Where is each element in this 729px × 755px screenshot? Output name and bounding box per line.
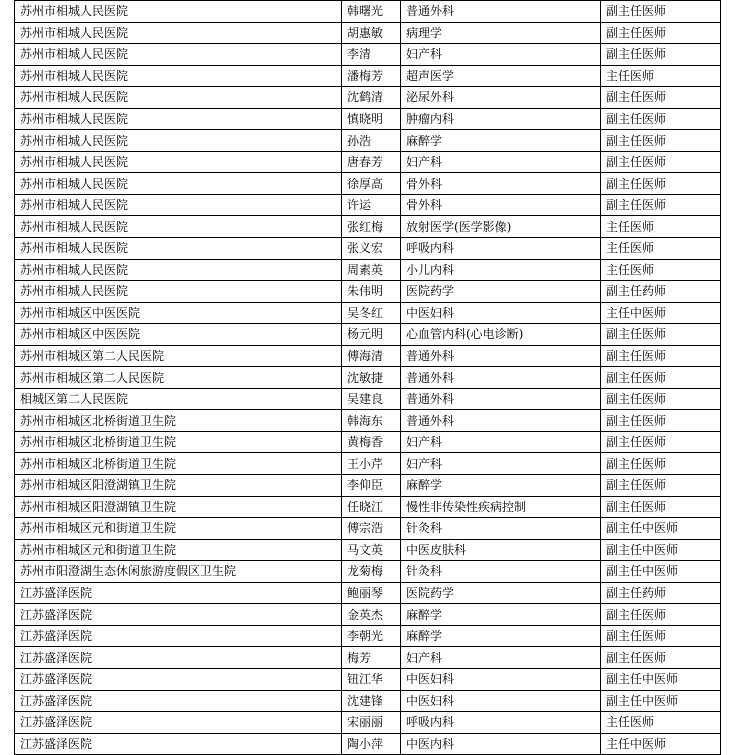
title-cell: 副主任中医师 [601,539,721,561]
title-cell: 副主任医师 [601,475,721,497]
title-cell: 副主任医师 [601,22,721,44]
hospital-cell: 苏州市相城人民医院 [15,173,342,195]
title-cell: 主任中医师 [601,302,721,324]
table-row [15,173,721,195]
department-cell: 中医妇科 [401,302,601,324]
title-cell: 主任医师 [601,238,721,260]
table-row [15,87,721,109]
title-cell: 副主任医师 [601,453,721,475]
hospital-cell: 苏州市相城人民医院 [15,259,342,281]
hospital-cell: 江苏盛泽医院 [15,647,342,669]
table-row [15,625,721,647]
title-cell: 主任医师 [601,259,721,281]
department-cell: 慢性非传染性疾病控制 [401,496,601,518]
name-cell: 吴冬红 [342,302,401,324]
name-cell: 朱伟明 [342,281,401,303]
name-cell: 陶小萍 [342,733,401,755]
name-cell: 黄梅香 [342,431,401,453]
department-cell: 普通外科 [401,410,601,432]
department-cell: 小儿内科 [401,259,601,281]
department-cell: 泌尿外科 [401,87,601,109]
title-cell: 副主任医师 [601,194,721,216]
department-cell: 医院药学 [401,281,601,303]
table-row [15,281,721,303]
name-cell: 潘梅芳 [342,65,401,87]
table-row [15,324,721,346]
title-cell: 副主任药师 [601,281,721,303]
title-cell: 副主任医师 [601,108,721,130]
department-cell: 心血管内科(心电诊断) [401,324,601,346]
hospital-cell: 苏州市相城人民医院 [15,87,342,109]
table-row [15,690,721,712]
table-row [15,259,721,281]
table-row [15,475,721,497]
name-cell: 鲍丽琴 [342,582,401,604]
name-cell: 沈敏捷 [342,367,401,389]
name-cell: 傅宗浩 [342,518,401,540]
name-cell: 沈建锋 [342,690,401,712]
name-cell: 马文英 [342,539,401,561]
department-cell: 妇产科 [401,44,601,66]
department-cell: 普通外科 [401,367,601,389]
table-row [15,453,721,475]
department-cell: 妇产科 [401,453,601,475]
table-row [15,733,721,755]
name-cell: 李朝光 [342,625,401,647]
department-cell: 放射医学(医学影像) [401,216,601,238]
table-row [15,431,721,453]
title-cell: 副主任医师 [601,151,721,173]
name-cell: 梅芳 [342,647,401,669]
department-cell: 骨外科 [401,194,601,216]
department-cell: 妇产科 [401,647,601,669]
name-cell: 杨元明 [342,324,401,346]
hospital-cell: 江苏盛泽医院 [15,690,342,712]
table-row [15,604,721,626]
hospital-cell: 苏州市相城区中医医院 [15,324,342,346]
title-cell: 副主任医师 [601,1,721,23]
hospital-cell: 江苏盛泽医院 [15,625,342,647]
hospital-cell: 苏州市相城区北桥街道卫生院 [15,453,342,475]
name-cell: 韩海东 [342,410,401,432]
title-cell: 副主任医师 [601,87,721,109]
hospital-cell: 江苏盛泽医院 [15,668,342,690]
name-cell: 李仰臣 [342,475,401,497]
hospital-cell: 苏州市相城区北桥街道卫生院 [15,431,342,453]
title-cell: 副主任医师 [601,324,721,346]
table-row [15,647,721,669]
name-cell: 龙菊梅 [342,561,401,583]
department-cell: 针灸科 [401,518,601,540]
hospital-cell: 苏州市相城人民医院 [15,238,342,260]
name-cell: 宋丽丽 [342,712,401,734]
table-row [15,712,721,734]
department-cell: 普通外科 [401,345,601,367]
title-cell: 副主任医师 [601,367,721,389]
title-cell: 副主任医师 [601,388,721,410]
hospital-cell: 江苏盛泽医院 [15,582,342,604]
table-row [15,238,721,260]
table-row [15,345,721,367]
title-cell: 副主任中医师 [601,668,721,690]
table-row [15,539,721,561]
hospital-cell: 苏州市相城区阳澄湖镇卫生院 [15,475,342,497]
title-cell: 副主任医师 [601,44,721,66]
title-cell: 副主任中医师 [601,561,721,583]
department-cell: 妇产科 [401,151,601,173]
title-cell: 副主任医师 [601,173,721,195]
name-cell: 沈鹤清 [342,87,401,109]
table-row [15,668,721,690]
hospital-cell: 苏州市阳澄湖生态休闲旅游度假区卫生院 [15,561,342,583]
personnel-table-body [15,1,721,755]
name-cell: 许运 [342,194,401,216]
department-cell: 中医妇科 [401,668,601,690]
name-cell: 张义宏 [342,238,401,260]
title-cell: 副主任医师 [601,496,721,518]
hospital-cell: 苏州市相城区第二人民医院 [15,345,342,367]
table-row [15,367,721,389]
hospital-cell: 苏州市相城人民医院 [15,194,342,216]
name-cell: 孙浩 [342,130,401,152]
title-cell: 副主任医师 [601,647,721,669]
table-row [15,582,721,604]
title-cell: 主任医师 [601,216,721,238]
hospital-cell: 苏州市相城区第二人民医院 [15,367,342,389]
name-cell: 金英杰 [342,604,401,626]
name-cell: 吴建良 [342,388,401,410]
department-cell: 普通外科 [401,388,601,410]
table-row [15,410,721,432]
title-cell: 主任医师 [601,65,721,87]
table-row [15,44,721,66]
name-cell: 王小芹 [342,453,401,475]
title-cell: 副主任医师 [601,345,721,367]
table-row [15,496,721,518]
hospital-cell: 苏州市相城人民医院 [15,216,342,238]
name-cell: 胡惠敏 [342,22,401,44]
hospital-cell: 江苏盛泽医院 [15,733,342,755]
department-cell: 骨外科 [401,173,601,195]
department-cell: 中医内科 [401,733,601,755]
title-cell: 副主任医师 [601,625,721,647]
name-cell: 傅海清 [342,345,401,367]
table-row [15,302,721,324]
hospital-cell: 苏州市相城人民医院 [15,151,342,173]
hospital-cell: 苏州市相城人民医院 [15,281,342,303]
title-cell: 副主任医师 [601,604,721,626]
personnel-table [14,0,721,755]
department-cell: 中医妇科 [401,690,601,712]
department-cell: 呼吸内科 [401,238,601,260]
department-cell: 医院药学 [401,582,601,604]
department-cell: 麻醉学 [401,475,601,497]
title-cell: 副主任医师 [601,431,721,453]
department-cell: 普通外科 [401,1,601,23]
department-cell: 麻醉学 [401,130,601,152]
department-cell: 超声医学 [401,65,601,87]
title-cell: 主任医师 [601,712,721,734]
name-cell: 唐春芳 [342,151,401,173]
table-row [15,194,721,216]
hospital-cell: 苏州市相城人民医院 [15,108,342,130]
title-cell: 副主任医师 [601,130,721,152]
table-row [15,518,721,540]
name-cell: 钮江华 [342,668,401,690]
hospital-cell: 苏州市相城人民医院 [15,22,342,44]
hospital-cell: 相城区第二人民医院 [15,388,342,410]
hospital-cell: 苏州市相城区阳澄湖镇卫生院 [15,496,342,518]
hospital-cell: 江苏盛泽医院 [15,712,342,734]
department-cell: 针灸科 [401,561,601,583]
table-row [15,108,721,130]
table-row [15,561,721,583]
table-row [15,216,721,238]
table-row [15,388,721,410]
department-cell: 妇产科 [401,431,601,453]
table-row [15,151,721,173]
name-cell: 李清 [342,44,401,66]
department-cell: 麻醉学 [401,604,601,626]
title-cell: 主任中医师 [601,733,721,755]
hospital-cell: 苏州市相城人民医院 [15,44,342,66]
hospital-cell: 苏州市相城人民医院 [15,130,342,152]
hospital-cell: 江苏盛泽医院 [15,604,342,626]
name-cell: 任晓江 [342,496,401,518]
table-row [15,65,721,87]
title-cell: 副主任医师 [601,410,721,432]
hospital-cell: 苏州市相城区北桥街道卫生院 [15,410,342,432]
table-row [15,1,721,23]
hospital-cell: 苏州市相城区中医医院 [15,302,342,324]
department-cell: 肿瘤内科 [401,108,601,130]
name-cell: 慎晓明 [342,108,401,130]
department-cell: 麻醉学 [401,625,601,647]
title-cell: 副主任药师 [601,582,721,604]
hospital-cell: 苏州市相城人民医院 [15,65,342,87]
name-cell: 张红梅 [342,216,401,238]
hospital-cell: 苏州市相城区元和街道卫生院 [15,518,342,540]
table-row [15,130,721,152]
title-cell: 副主任中医师 [601,518,721,540]
department-cell: 病理学 [401,22,601,44]
department-cell: 呼吸内科 [401,712,601,734]
title-cell: 副主任中医师 [601,690,721,712]
name-cell: 徐厚高 [342,173,401,195]
department-cell: 中医皮肤科 [401,539,601,561]
table-row [15,22,721,44]
hospital-cell: 苏州市相城区元和街道卫生院 [15,539,342,561]
name-cell: 周素英 [342,259,401,281]
hospital-cell: 苏州市相城人民医院 [15,1,342,23]
name-cell: 韩曙光 [342,1,401,23]
